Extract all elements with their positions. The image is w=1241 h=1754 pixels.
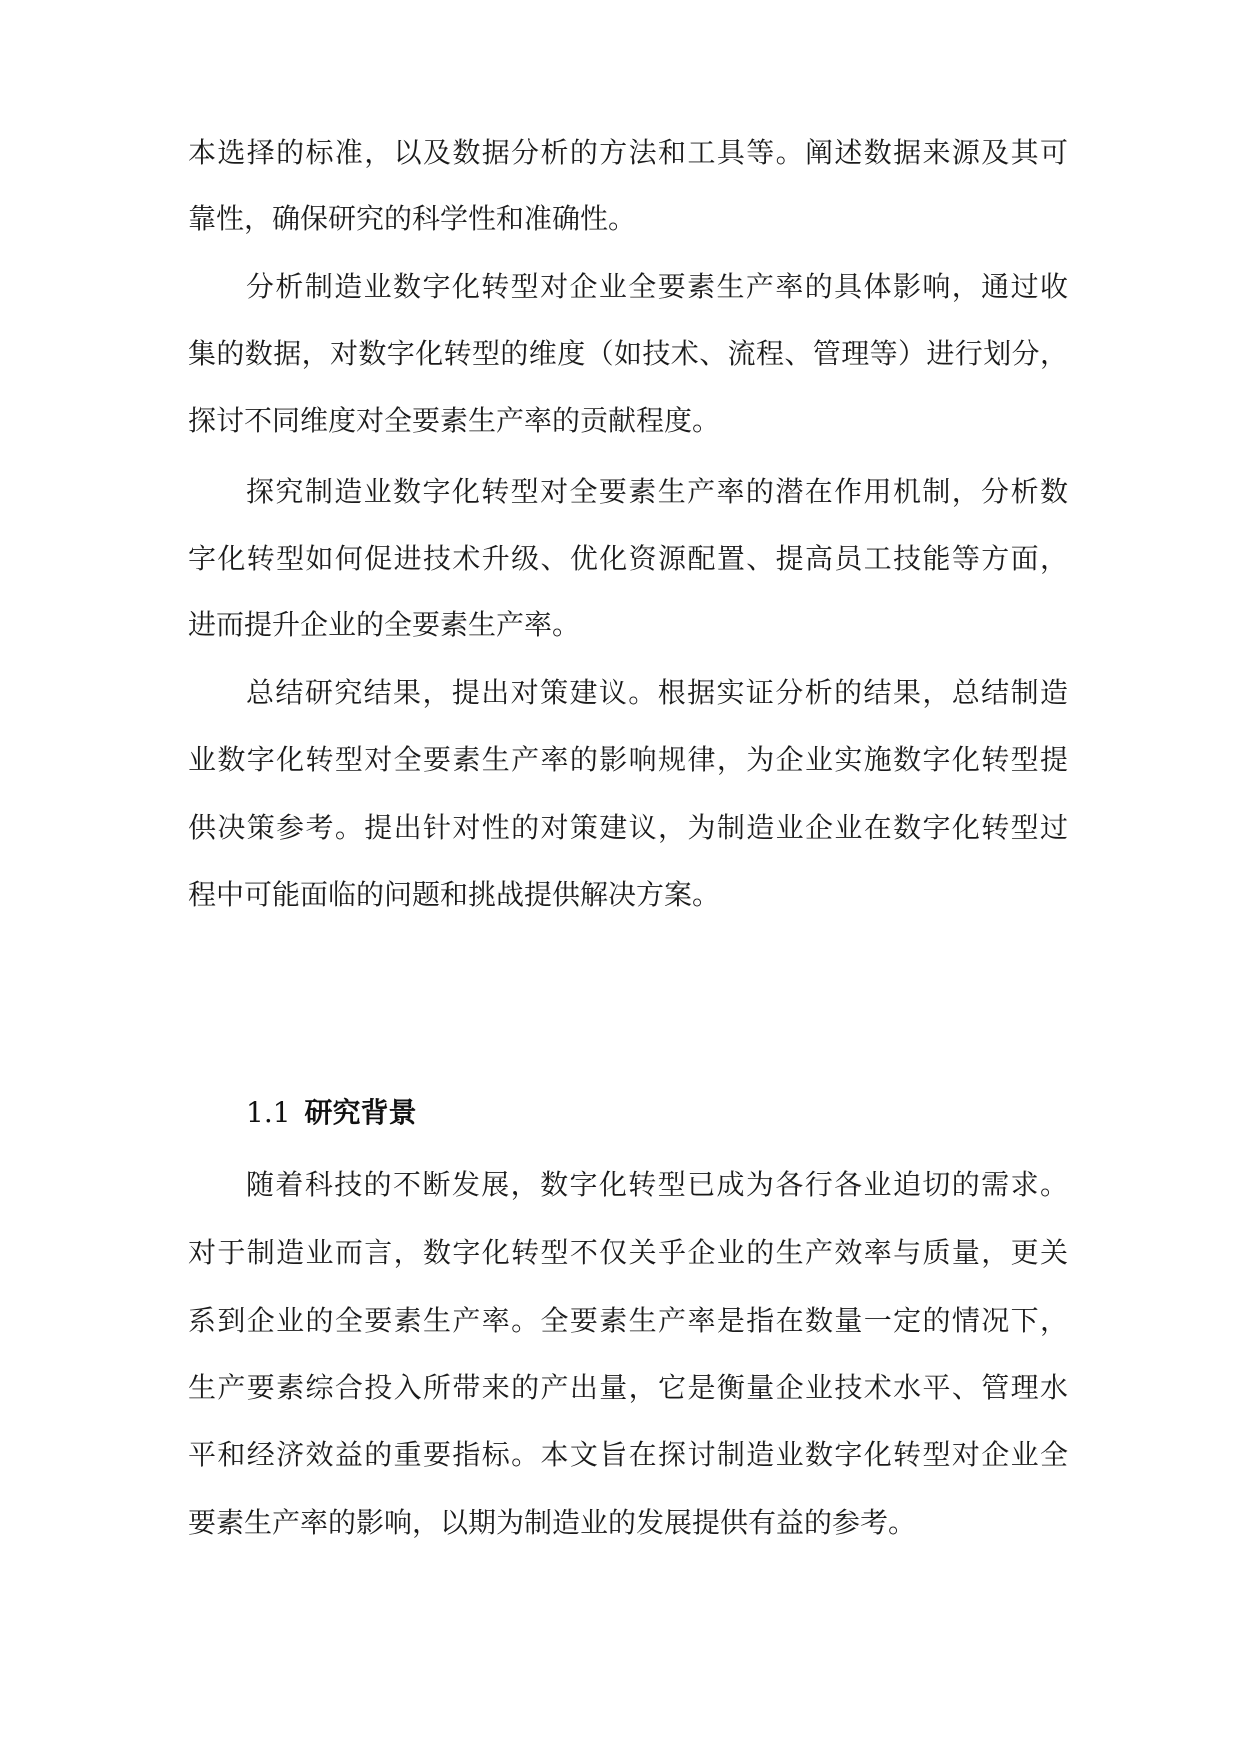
paragraph-line: 供决策参考。提出针对性的对策建议，为制造业企业在数字化转型过	[188, 811, 1068, 844]
paragraph-line: 集的数据，对数字化转型的维度（如技术、流程、管理等）进行划分，	[188, 337, 1068, 370]
paragraph-line: 系到企业的全要素生产率。全要素生产率是指在数量一定的情况下，	[188, 1304, 1068, 1337]
section-heading	[246, 1095, 417, 1131]
paragraph-line: 靠性，确保研究的科学性和准确性。	[188, 202, 637, 235]
paragraph-line: 生产要素综合投入所带来的产出量，它是衡量企业技术水平、管理水	[188, 1371, 1068, 1404]
paragraph-line: 平和经济效益的重要指标。本文旨在探讨制造业数字化转型对企业全	[188, 1438, 1068, 1471]
paragraph-line: 探讨不同维度对全要素生产率的贡献程度。	[188, 404, 721, 437]
paragraph-line: 业数字化转型对全要素生产率的影响规律，为企业实施数字化转型提	[188, 743, 1068, 776]
paragraph-line: 随着科技的不断发展，数字化转型已成为各行各业迫切的需求。	[246, 1168, 1068, 1201]
paragraph-line: 总结研究结果，提出对策建议。根据实证分析的结果，总结制造	[246, 676, 1068, 709]
paragraph-line: 分析制造业数字化转型对企业全要素生产率的具体影响，通过收	[246, 270, 1068, 303]
paragraph-line: 要素生产率的影响，以期为制造业的发展提供有益的参考。	[188, 1506, 917, 1539]
paragraph-line: 字化转型如何促进技术升级、优化资源配置、提高员工技能等方面，	[188, 542, 1068, 575]
paragraph-line: 本选择的标准，以及数据分析的方法和工具等。阐述数据来源及其可	[188, 136, 1068, 169]
paragraph-line: 对于制造业而言，数字化转型不仅关乎企业的生产效率与质量，更关	[188, 1236, 1068, 1269]
section-number: 1.1	[246, 1096, 291, 1129]
paragraph-line: 程中可能面临的问题和挑战提供解决方案。	[188, 878, 721, 911]
paragraph-line: 进而提升企业的全要素生产率。	[188, 608, 581, 641]
paragraph-line: 探究制造业数字化转型对全要素生产率的潜在作用机制，分析数	[246, 475, 1068, 508]
section-title: 研究背景	[304, 1096, 417, 1129]
